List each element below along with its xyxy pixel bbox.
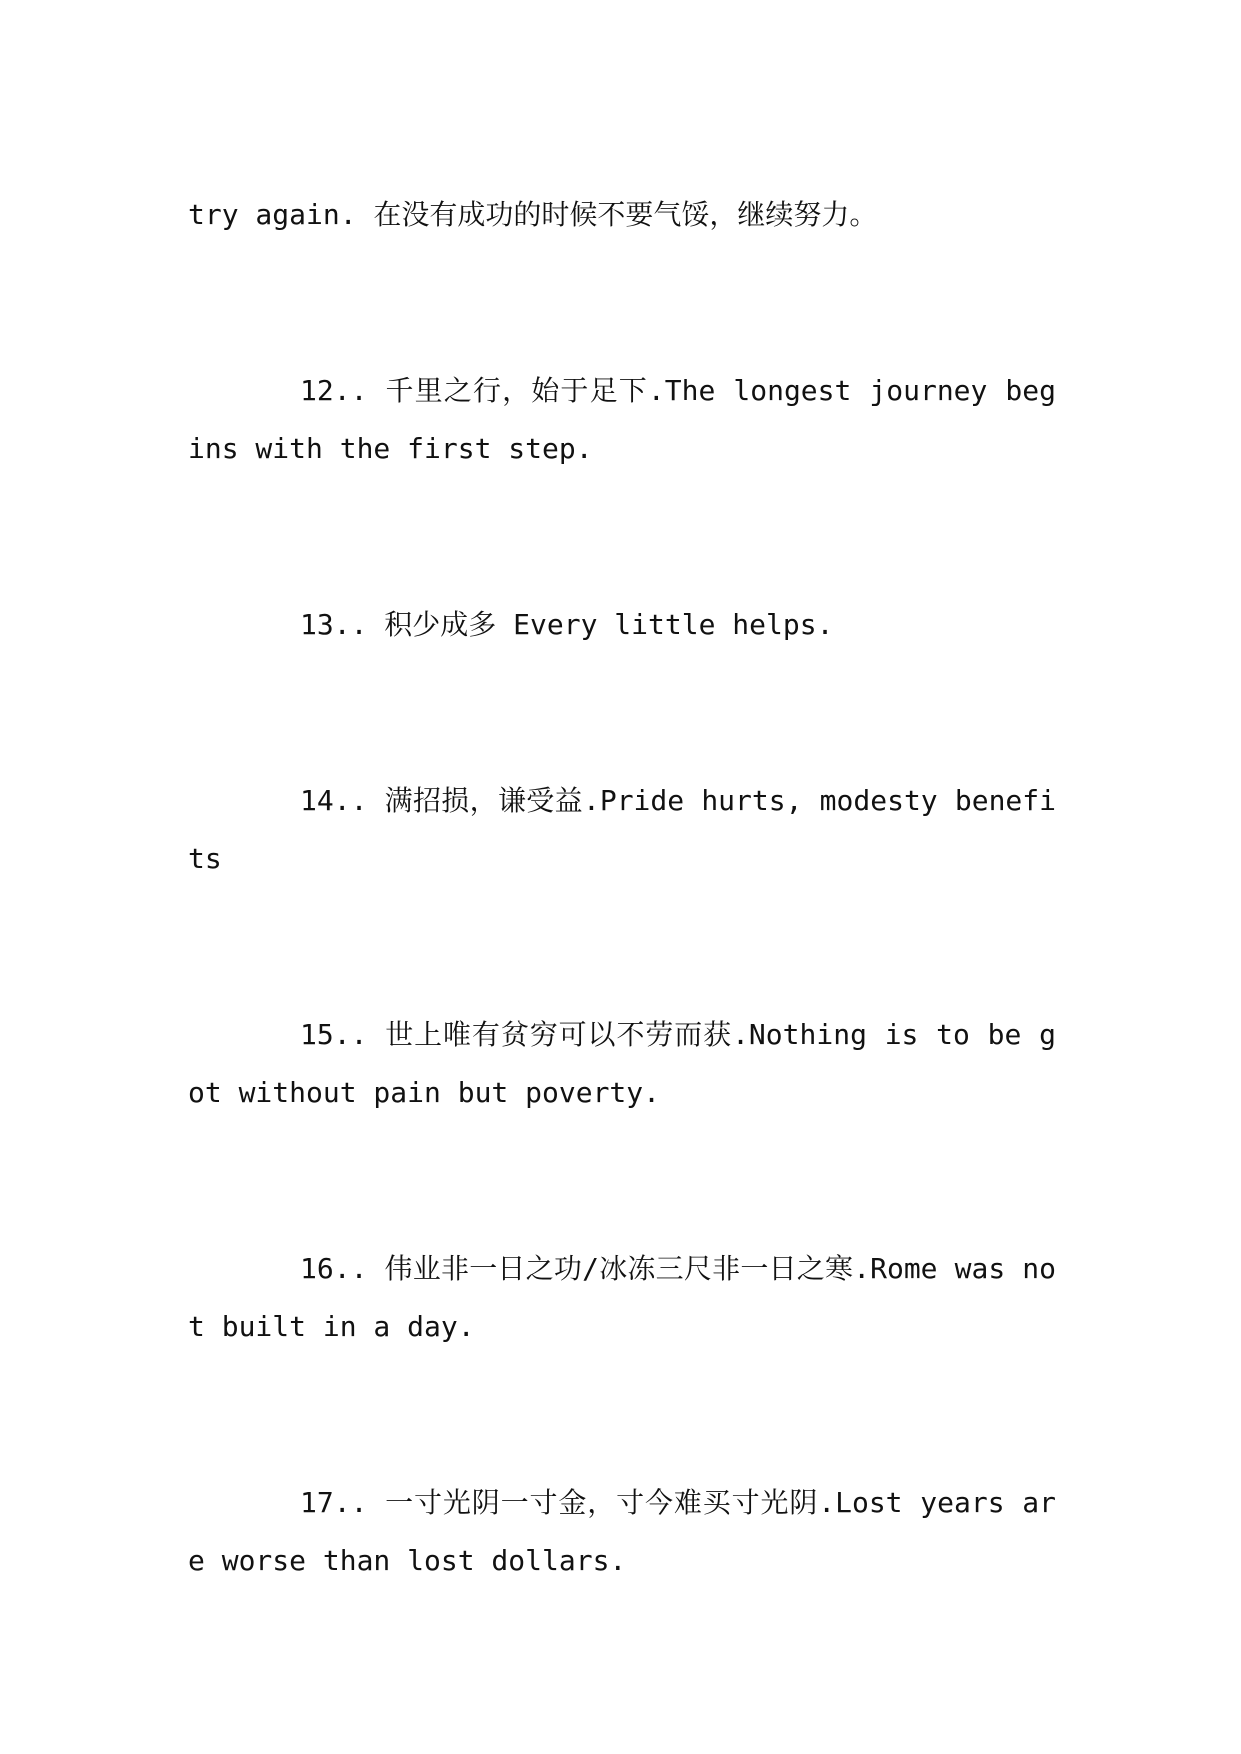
paragraph-continuation: try again. 在没有成功的时候不要气馁，继续努力。 (188, 198, 878, 231)
proverb-17: 17.. 一寸光阴一寸金，寸今难买寸光阴.Lost years are worse than lost dollars. (188, 1486, 1056, 1577)
proverb-15: 15.. 世上唯有贫穷可以不劳而获.Nothing is to be got without pain but poverty. (188, 1018, 1056, 1109)
proverb-14: 14.. 满招损，谦受益.Pride hurts, modesty benefits (188, 784, 1056, 875)
proverb-12: 12.. 千里之行，始于足下.The longest journey begins with the first step. (188, 374, 1056, 465)
proverb-16: 16.. 伟业非一日之功/冰冻三尺非一日之寒.Rome was not built in a day. (188, 1252, 1056, 1343)
proverb-13: 13.. 积少成多 Every little helps. (300, 608, 834, 641)
